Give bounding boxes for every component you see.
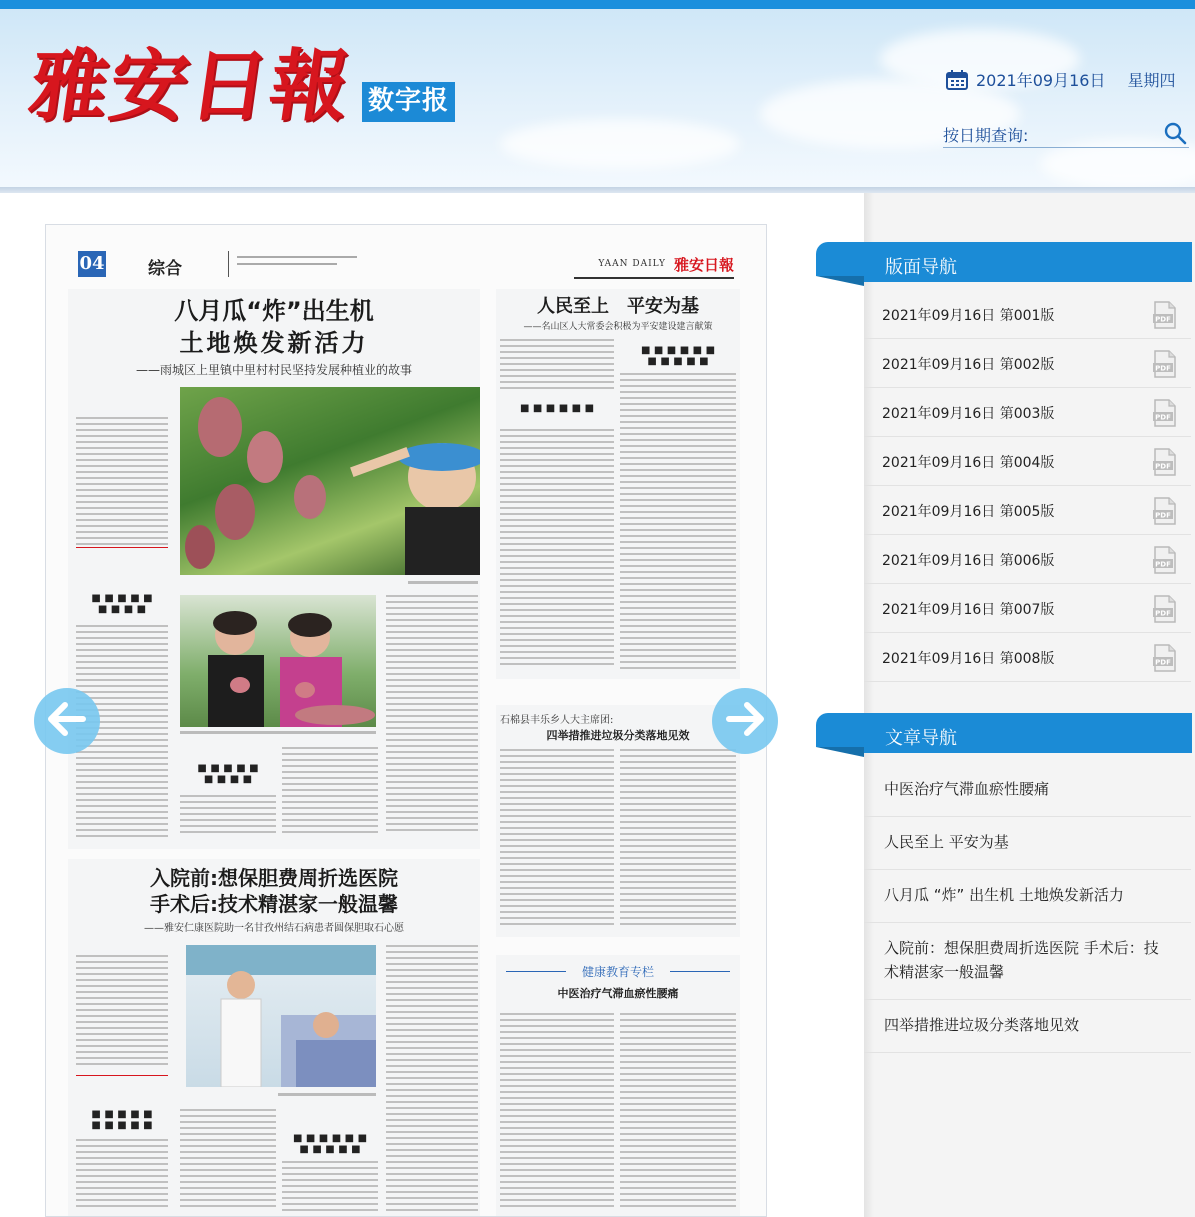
- article-gourd-text: [180, 795, 276, 837]
- pdf-icon[interactable]: [1153, 497, 1177, 525]
- tab-left: [816, 254, 864, 276]
- edition-item[interactable]: [864, 290, 1191, 339]
- edition-item-label: 2021年09月16日 第008版: [882, 651, 1055, 667]
- article-link[interactable]: 四举措推进垃圾分类落地见效: [864, 1000, 1191, 1053]
- article-link[interactable]: 入院前：想保胆费周折选医院 手术后：技术精湛家一般温馨: [864, 923, 1191, 1000]
- svg-text:PDF: PDF: [1155, 511, 1171, 520]
- edition-item-label: 2021年09月16日 第005版: [882, 504, 1055, 520]
- page-header: [78, 251, 734, 279]
- pdf-icon[interactable]: [1153, 350, 1177, 378]
- edition-item-label: 2021年09月16日 第002版: [882, 357, 1055, 373]
- article-peace-subhead: ■ ■ ■ ■ ■ ■ ■ ■ ■ ■ ■: [640, 345, 716, 367]
- article-gourd-subtitle: ——雨城区上里镇中里村村民坚持发展种植业的故事: [135, 363, 412, 377]
- article-link[interactable]: 八月瓜 “炸” 出生机 土地焕发新活力: [864, 870, 1191, 923]
- article-hospital-subtitle: ——雅安仁康医院助一名甘孜州结石病患者圆保胆取石心愿: [144, 923, 404, 934]
- article-gourd-text: [386, 595, 478, 835]
- svg-text:PDF: PDF: [1155, 462, 1171, 471]
- logo-text: 雅安日報: [23, 41, 357, 132]
- article-health-title: 中医治疗气滞血瘀性腰痛: [557, 987, 679, 1000]
- article-hospital-subhead: ■ ■ ■ ■ ■ ■ ■ ■ ■ ■ ■: [292, 1133, 368, 1155]
- article-health-text: [620, 1013, 736, 1211]
- article-gourd[interactable]: [68, 289, 480, 849]
- article-peace[interactable]: [496, 289, 740, 679]
- article-hospital-text: [386, 945, 478, 1211]
- weekday-text: 星期四: [1127, 71, 1176, 90]
- article-garbage[interactable]: [496, 705, 740, 937]
- date-text: 2021年09月16日: [976, 71, 1106, 90]
- article-peace-subtitle: ——名山区人大常委会积极为平安建设建言献策: [523, 322, 713, 332]
- article-nav-header: [816, 713, 1192, 757]
- page-header-meta: [228, 251, 398, 277]
- divider-red: [76, 547, 168, 548]
- edition-item-label: 2021年09月16日 第007版: [882, 602, 1055, 618]
- page-number: 04: [78, 251, 106, 277]
- edition-item[interactable]: [864, 486, 1191, 535]
- article-health-text: [500, 1013, 614, 1211]
- tab-fold: [816, 276, 864, 286]
- calendar-icon: [946, 70, 968, 90]
- newspaper-page-image[interactable]: [45, 224, 767, 1217]
- article-nav-title: 文章导航: [885, 728, 957, 749]
- tab-left: [816, 725, 864, 747]
- tab-fold: [816, 747, 864, 757]
- article-hospital-text: [180, 1109, 276, 1211]
- article-link[interactable]: 人民至上 平安为基: [864, 817, 1191, 870]
- edition-nav-header: [816, 242, 1192, 286]
- divider-red: [76, 1075, 168, 1076]
- article-garbage-title: 四举措推进垃圾分类落地见效: [546, 729, 690, 742]
- divider-blue: [670, 971, 730, 972]
- article-link[interactable]: 中医治疗气滞血瘀性腰痛: [864, 764, 1191, 817]
- article-garbage-text: [620, 749, 736, 929]
- article-health[interactable]: [496, 955, 740, 1217]
- article-gourd-title-1: 八月瓜“炸”出生机: [174, 297, 374, 325]
- article-hospital-title-1: 入院前:想保胆费周折选医院: [150, 866, 398, 890]
- article-gourd-subhead: ■ ■ ■ ■ ■ ■ ■ ■ ■: [91, 593, 153, 615]
- date-search-input[interactable]: [1033, 120, 1153, 146]
- edition-item-label: 2021年09月16日 第003版: [882, 406, 1055, 422]
- edition-item-label: 2021年09月16日 第006版: [882, 553, 1055, 569]
- edition-item[interactable]: [864, 437, 1191, 486]
- pdf-icon[interactable]: [1153, 301, 1177, 329]
- edition-item[interactable]: [864, 584, 1191, 633]
- edition-item[interactable]: [864, 339, 1191, 388]
- article-peace-text: [500, 429, 614, 669]
- next-page-button[interactable]: [712, 688, 778, 754]
- svg-text:PDF: PDF: [1155, 658, 1171, 667]
- article-gourd-subhead: ■ ■ ■ ■ ■ ■ ■ ■ ■: [197, 763, 259, 785]
- site-logo[interactable]: [23, 41, 455, 160]
- article-hospital-subhead: ■ ■ ■ ■ ■ ■ ■ ■ ■ ■: [91, 1109, 153, 1131]
- current-date: [946, 68, 1175, 91]
- article-hospital-text: [76, 1139, 168, 1211]
- pdf-icon[interactable]: [1153, 546, 1177, 574]
- masthead: [598, 253, 734, 275]
- section-name: 综合: [148, 259, 182, 279]
- pdf-icon[interactable]: [1153, 644, 1177, 672]
- edition-item[interactable]: [864, 388, 1191, 437]
- article-garbage-text: [500, 749, 614, 929]
- photo-harvest: [180, 387, 480, 575]
- photo-farmers: [180, 595, 376, 727]
- article-gourd-title-2: 土地焕发新活力: [179, 329, 369, 357]
- article-hospital[interactable]: [68, 859, 480, 1217]
- masthead-rule: [574, 277, 734, 279]
- edition-item-label: 2021年09月16日 第004版: [882, 455, 1055, 471]
- svg-text:PDF: PDF: [1155, 364, 1171, 373]
- edition-list: [864, 290, 1191, 682]
- arrow-right-icon: [725, 702, 765, 740]
- svg-text:PDF: PDF: [1155, 560, 1171, 569]
- masthead-cn: 雅安日報: [673, 255, 734, 274]
- article-peace-subhead: ■ ■ ■ ■ ■ ■: [519, 403, 595, 414]
- edition-item[interactable]: [864, 633, 1191, 682]
- svg-text:PDF: PDF: [1155, 413, 1171, 422]
- article-hospital-title-2: 手术后:技术精湛家一般温馨: [150, 892, 398, 916]
- photo-caption: [408, 581, 478, 584]
- article-peace-text: [500, 339, 614, 391]
- tab-bg: [816, 713, 1192, 725]
- top-accent-bar: [0, 0, 1195, 9]
- masthead-en: YAAN DAILY: [598, 259, 666, 269]
- photo-caption: [278, 1093, 376, 1096]
- edition-nav-title: 版面导航: [885, 257, 957, 278]
- column-name: 健康教育专栏: [581, 965, 654, 979]
- article-gourd-text: [76, 417, 168, 545]
- svg-text:PDF: PDF: [1155, 315, 1171, 324]
- logo-badge: 数字报: [362, 82, 455, 122]
- tab-bg: [816, 242, 1192, 254]
- photo-caption: [180, 731, 376, 734]
- pdf-icon[interactable]: [1153, 595, 1177, 623]
- edition-item[interactable]: [864, 535, 1191, 584]
- article-hospital-text: [76, 955, 168, 1065]
- article-peace-text: [620, 373, 736, 669]
- pdf-icon[interactable]: [1153, 448, 1177, 476]
- date-search: [943, 120, 1189, 148]
- arrow-left-icon: [47, 702, 87, 740]
- header-cloud: [500, 119, 740, 169]
- article-garbage-kicker: 石棉县丰乐乡人大主席团:: [500, 715, 614, 726]
- edition-item-label: 2021年09月16日 第001版: [882, 308, 1055, 324]
- article-list: [864, 764, 1191, 1053]
- pdf-icon[interactable]: [1153, 399, 1177, 427]
- date-search-label: 按日期查询:: [943, 126, 1029, 145]
- prev-page-button[interactable]: [34, 688, 100, 754]
- svg-text:PDF: PDF: [1155, 609, 1171, 618]
- article-peace-title: 人民至上 平安为基: [537, 296, 699, 317]
- search-icon[interactable]: [1163, 121, 1187, 145]
- article-gourd-text: [282, 747, 378, 837]
- article-hospital-text: [282, 1161, 378, 1211]
- photo-hospital: [186, 945, 376, 1087]
